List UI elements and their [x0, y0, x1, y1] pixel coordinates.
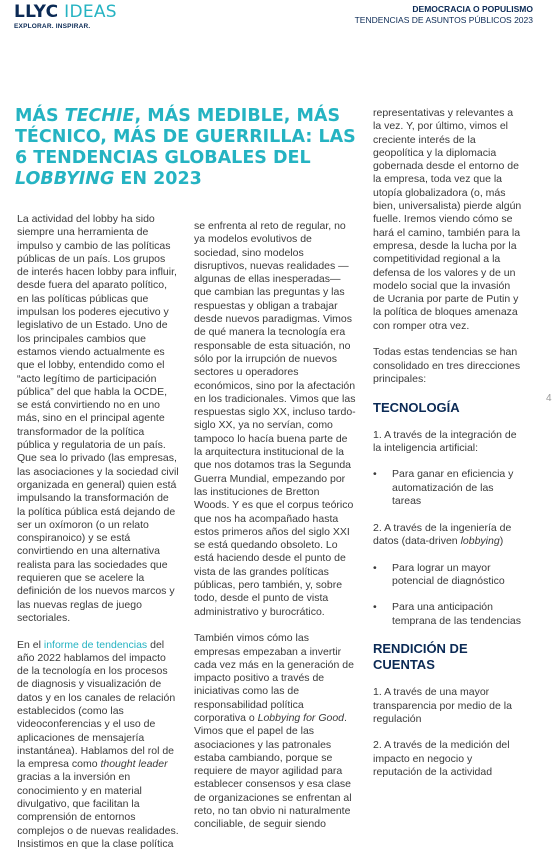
paragraph-text: gracias a la inversión en conocimiento y en material divulgativo, que facilitan la comprensión de entornos complejos o de nuevas realidades. Insistimos en que la clase política: [17, 771, 179, 850]
section-heading-accountability: RENDICIÓN DE CUENTAS: [373, 641, 468, 673]
paragraph-text: En el: [17, 638, 44, 651]
brand-logo: [14, 3, 154, 35]
bullet-text: Para ganar en eficiencia y automatización de las tareas: [392, 468, 514, 508]
paragraph: Todas estas tendencias se han consolidado en tres direcciones principales:: [373, 346, 521, 385]
section-heading-technology: TECNOLOGÍA: [373, 399, 460, 415]
page-number: 4: [546, 393, 552, 404]
body-column-1: [17, 213, 179, 865]
body-column-2: [194, 220, 357, 845]
paragraph: representativas y relevantes a la vez. Y, por último, vimos el creciente interés de la geopolítica y la diplomacia gobernada desde el entorno de la empresa, toda vez que la utopía globalizadora (o, más bien, universalista) pierde algún fuelle. Iremos viendo cómo se hará el camino, también para la empresa, desde la lucha por la competitividad regional a la defensa de los valores y de un modelo social que la invasión de Ucrania por parte de Putin y la política de bloques amenaza con romper otra vez.: [373, 107, 522, 332]
bullet-item: [373, 468, 523, 508]
document-title: DEMOCRACIA O POPULISMO: [412, 4, 533, 14]
emphasis-text: lobbying: [460, 534, 500, 547]
trends-report-link[interactable]: informe de tendencias: [43, 638, 148, 651]
paragraph: se enfrenta al reto de regular, no ya modelos evolutivos de sociedad, sino modelos disruptivos, nuevas realidades —algunas de ellas inesperadas— que cambian las preguntas y las respuestas y obligan a trabajar desde nuevos paradigmas. Vimos de qué manera la tecnología era responsable de esta situación, no sólo por la irrupción de nuevos sectores u operadores económicos, sino por la afectación en los tradicionales. Vimos que las respuestas siglo XX, incluso tardo-siglo XX, ya no servían, como tampoco lo hacía buena parte de la arquitectura institucional de la que nos dotamos tras la Segunda Guerra Mundial, empezando por las instituciones de Bretton Woods. Y es que el corpus teórico que nos ha acompañado hasta estos primeros años del siglo XXI se está quedando obsoleto. Lo está haciendo desde el punto de vista de las grandes políticas públicas, pero también, y, sobre todo, desde el punto de vista administrativo y burocrático.: [194, 220, 356, 618]
list-item: 2. A través de la medición del impacto en negocio y reputación de la actividad: [373, 739, 510, 779]
body-column-3: [373, 107, 523, 793]
paragraph: [194, 632, 357, 831]
list-item: [373, 522, 523, 549]
headline-text: , MÁS MEDIBLE, MÁS TÉCNICO, MÁS DE GUERRILLA: LAS 6 TENDENCIAS GLOBALES DEL: [15, 106, 356, 168]
bullet-item: [373, 562, 523, 589]
logo-ideas: IDEAS: [64, 2, 117, 22]
emphasis-text: thought leader: [100, 758, 168, 771]
document-subtitle: TENDENCIAS DE ASUNTOS PÚBLICOS 2023: [354, 15, 533, 25]
headline-techie: TECHIE: [64, 106, 135, 126]
paragraph-text: del año 2022 hablamos del impacto de la tecnología en los procesos de diagnosis y visualización de datos y en los canales de relación establecidos (como las videoconferencias y el uso de aplicaciones de mensajería instantánea). Hablamos del rol de la empresa como: [17, 638, 176, 771]
logo-wordmark: [14, 3, 154, 22]
list-item-text: 2. A través de la ingeniería de datos (data-driven: [373, 521, 512, 547]
paragraph: La actividad del lobby ha sido siempre una herramienta de impulso y cambio de las políticas públicas de un país. Los grupos de interés hacen lobby para influir, desde fuera del aparato político, en las políticas públicas que impulsan los poderes ejecutivo y legislativo de un Estado. Uno de los principales cambios que estamos viendo actualmente es que el lobby, entendido como el “acto legítimo de participación pública” del que habla la OCDE, se está convirtiendo no en uno más, sino en el principal agente transformador de la política pública y regulatoria de un país. Que sea lo privado (las empresas, las asociaciones y la sociedad civil organizada en general) quien está impulsando la transformación de la política pública está dejando de ser un oxímoron (o un relato conspiranoico) y se está convirtiendo en una alternativa realista para las sociedades que requieren que se acelere la definición de los nuevos marcos y las nuevas reglas de juego sectoriales.: [17, 213, 179, 624]
article-headline: [15, 106, 360, 190]
bullet-icon: •: [373, 601, 377, 614]
list-item: 1. A través de una mayor transparencia por medio de la regulación: [373, 686, 512, 725]
paragraph-text: También vimos cómo las empresas empezaban a invertir cada vez más en la generación de impacto positivo a través de iniciativas como las de responsabilidad política corporativa o: [194, 632, 354, 724]
headline-text: EN 2023: [114, 169, 202, 189]
bullet-text: Para lograr un mayor potencial de diagnóstico: [392, 561, 505, 587]
bullet-icon: •: [373, 468, 377, 481]
list-item-text: ): [499, 534, 504, 547]
document-header: [355, 4, 533, 26]
paragraph: [17, 639, 179, 852]
logo-llyc: LLYC: [14, 2, 59, 22]
list-item: 1. A través de la integración de la inteligencia artificial:: [373, 428, 517, 454]
bullet-text: Para una anticipación temprana de las tendencias: [392, 601, 521, 627]
bullet-icon: •: [373, 561, 377, 574]
headline-text: MÁS: [15, 106, 65, 126]
paragraph-text: . Vimos que el papel de las asociaciones y las patronales estaba cambiando, porque se requiere de mayor agilidad para establecer consensos y esa clase de organizaciones se enfrentan al reto, no tan obvio ni naturalmente conciliable, de seguir siendo: [194, 711, 352, 831]
headline-lobbying: LOBBYING: [15, 169, 115, 189]
emphasis-text: Lobbying for Good: [257, 711, 345, 724]
logo-tagline: EXPLORAR. INSPIRAR.: [14, 23, 91, 30]
bullet-item: [373, 601, 523, 628]
